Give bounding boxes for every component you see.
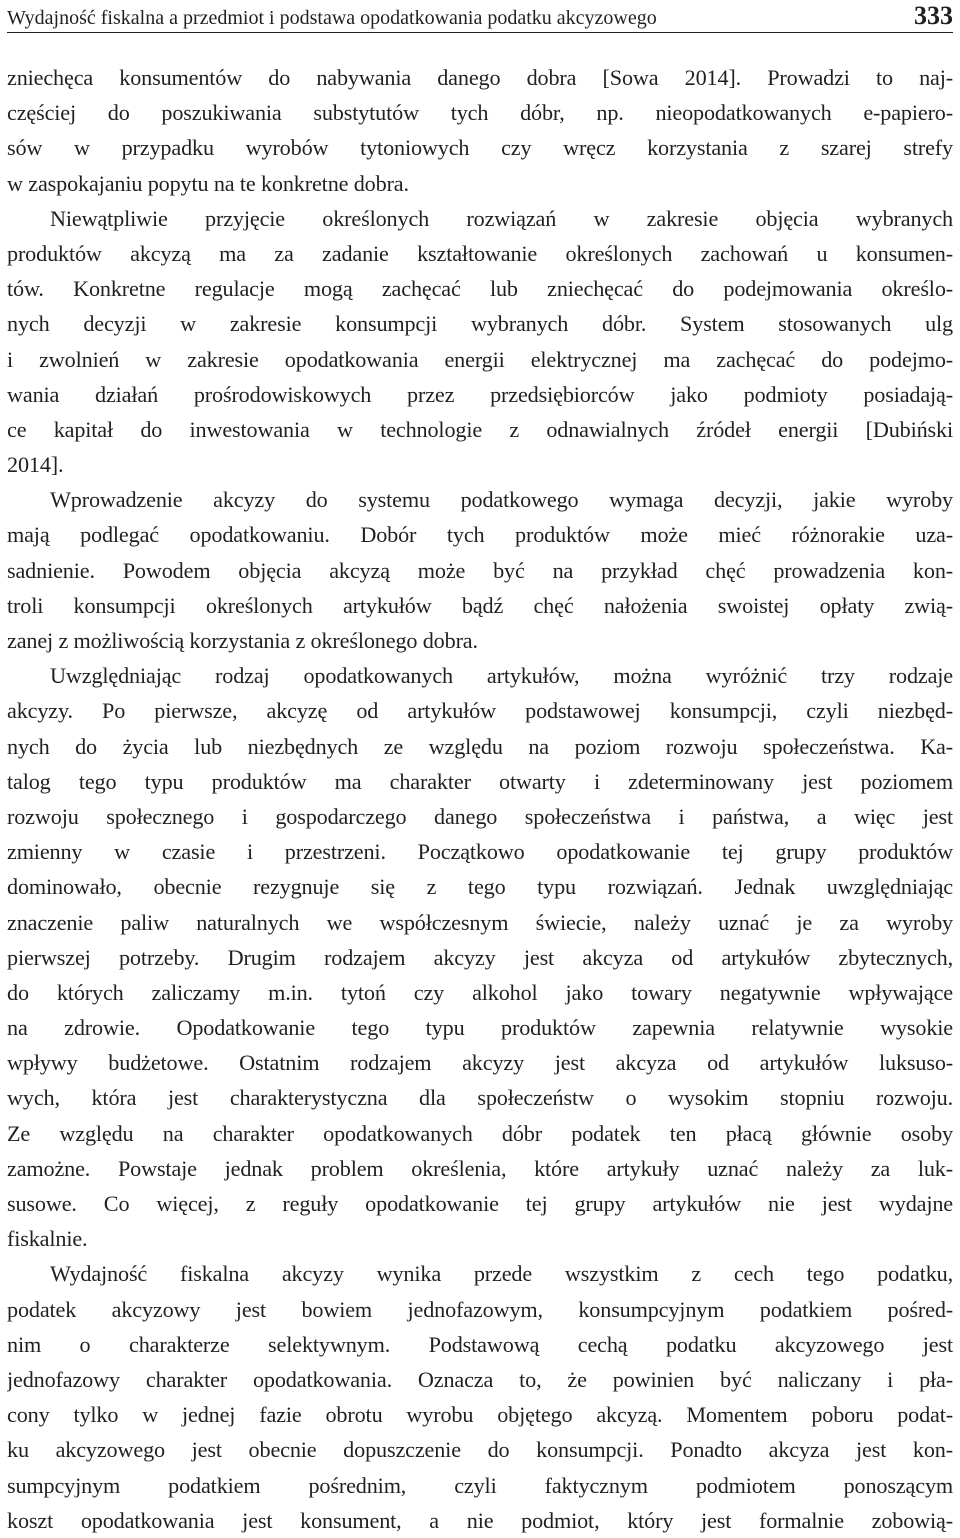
text-line: do których zaliczamy m.in. tytoń czy alkohol jako towary negatywnie wpływające (7, 979, 953, 1005)
text-line: pierwszej potrzeby. Drugim rodzajem akcyzy jest akcyza od artykułów zbytecznych, (7, 944, 953, 970)
text-line: Wprowadzenie akcyzy do systemu podatkowego wymaga decyzji, jakie wyroby (50, 487, 953, 513)
running-header (7, 2, 953, 33)
body-text (7, 60, 953, 1538)
text-line: nych decyzji w zakresie konsumpcji wybranych dóbr. System stosowanych ulg (7, 311, 953, 337)
text-line: w zaspokajaniu popytu na te konkretne dobra. (7, 170, 409, 196)
text-line: na zdrowie. Opodatkowanie tego typu produktów zapewnia relatywnie wysokie (7, 1015, 953, 1041)
text-line: Uwzględniając rodzaj opodatkowanych artykułów, można wyróżnić trzy rodzaje (50, 663, 953, 689)
text-line: tów. Konkretne regulacje mogą zachęcać lub zniechęcać do podejmowania określo- (7, 276, 953, 302)
text-line: i zwolnień w zakresie opodatkowania energii elektrycznej ma zachęcać do podejmo- (7, 346, 953, 372)
text-line: podatek akcyzowy jest bowiem jednofazowym, konsumpcyjnym podatkiem pośred- (7, 1296, 953, 1322)
text-line: wpływy budżetowe. Ostatnim rodzajem akcyzy jest akcyza od artykułów luksuso- (7, 1050, 953, 1076)
text-line: rozwoju społecznego i gospodarczego danego społeczeństwa i państwa, a więc jest (7, 803, 953, 829)
text-line: produktów akcyzą ma za zadanie kształtowanie określonych zachowań u konsumen- (7, 240, 953, 266)
text-line: cony tylko w jednej fazie obrotu wyrobu objętego akcyzą. Momentem poboru podat- (7, 1402, 953, 1428)
text-line: ce kapitał do inwestowania w technologie z odnawialnych źródeł energii [Dubiński (7, 416, 953, 442)
text-line: zniechęca konsumentów do nabywania danego dobra [Sowa 2014]. Prowadzi to naj- (7, 65, 953, 90)
text-line: zanej z możliwością korzystania z określonego dobra. (7, 628, 478, 653)
page-number: 333 (914, 1, 953, 30)
text-line: ku akcyzowego jest obecnie dopuszczenie do konsumpcji. Ponadto akcyza jest kon- (7, 1437, 953, 1463)
text-line: sadnienie. Powodem objęcia akcyzą może być na przykład chęć prowadzenia kon- (7, 557, 953, 583)
text-line: sumpcyjnym podatkiem pośrednim, czyli faktycznym podmiotem ponoszącym (7, 1472, 953, 1498)
text-line: wania działań prośrodowiskowych przez przedsiębiorców jako podmioty posiadają- (7, 381, 953, 407)
text-line: Wydajność fiskalna akcyzy wynika przede wszystkim z cech tego podatku, (50, 1261, 953, 1287)
text-line: 2014]. (7, 452, 64, 478)
text-line: fiskalnie. (7, 1226, 88, 1252)
text-line: susowe. Co więcej, z reguły opodatkowanie tej grupy artykułów nie jest wydajne (7, 1191, 953, 1216)
text-line: dominowało, obecnie rezygnuje się z tego typu rozwiązań. Jednak uwzględniając (7, 874, 953, 900)
text-line: koszt opodatkowania jest konsument, a nie podmiot, który jest formalnie zobowią- (7, 1507, 953, 1533)
text-line: wych, która jest charakterystyczna dla społeczeństw o wysokim stopniu rozwoju. (7, 1085, 953, 1111)
text-line: troli konsumpcji określonych artykułów bądź chęć nałożenia swoistej opłaty zwią- (7, 592, 953, 618)
text-line: nim o charakterze selektywnym. Podstawową cechą podatku akcyzowego jest (7, 1331, 953, 1357)
running-header-title: Wydajność fiskalna a przedmiot i podstawa opodatkowania podatku akcyzowego (7, 7, 657, 29)
text-line: zamożne. Powstaje jednak problem określenia, które artykuły uznać należy za luk- (7, 1155, 953, 1181)
text-line: znaczenie paliw naturalnych we współczesnym świecie, należy uznać je za wyroby (7, 909, 953, 935)
text-line: Niewątpliwie przyjęcie określonych rozwiązań w zakresie objęcia wybranych (50, 205, 953, 231)
text-line: jednofazowy charakter opodatkowania. Oznacza to, że powinien być naliczany i pła- (7, 1366, 953, 1392)
text-line: akcyzy. Po pierwsze, akcyzę od artykułów podstawowej konsumpcji, czyli niezbęd- (7, 698, 953, 724)
text-line: sów w przypadku wyrobów tytoniowych czy wręcz korzystania z szarej strefy (7, 135, 953, 161)
text-line: częściej do poszukiwania substytutów tych dóbr, np. nieopodatkowanych e-papiero- (7, 100, 953, 126)
text-line: zmienny w czasie i przestrzeni. Początkowo opodatkowanie tej grupy produktów (7, 839, 953, 865)
text-line: mają podlegać opodatkowaniu. Dobór tych produktów może mieć różnorakie uza- (7, 522, 953, 548)
text-line: talog tego typu produktów ma charakter otwarty i zdeterminowany jest poziomem (7, 768, 953, 794)
text-line: nych do życia lub niezbędnych ze względu na poziom rozwoju społeczeństwa. Ka- (7, 733, 953, 759)
text-line: Ze względu na charakter opodatkowanych dóbr podatek ten płacą głównie osoby (7, 1120, 953, 1146)
